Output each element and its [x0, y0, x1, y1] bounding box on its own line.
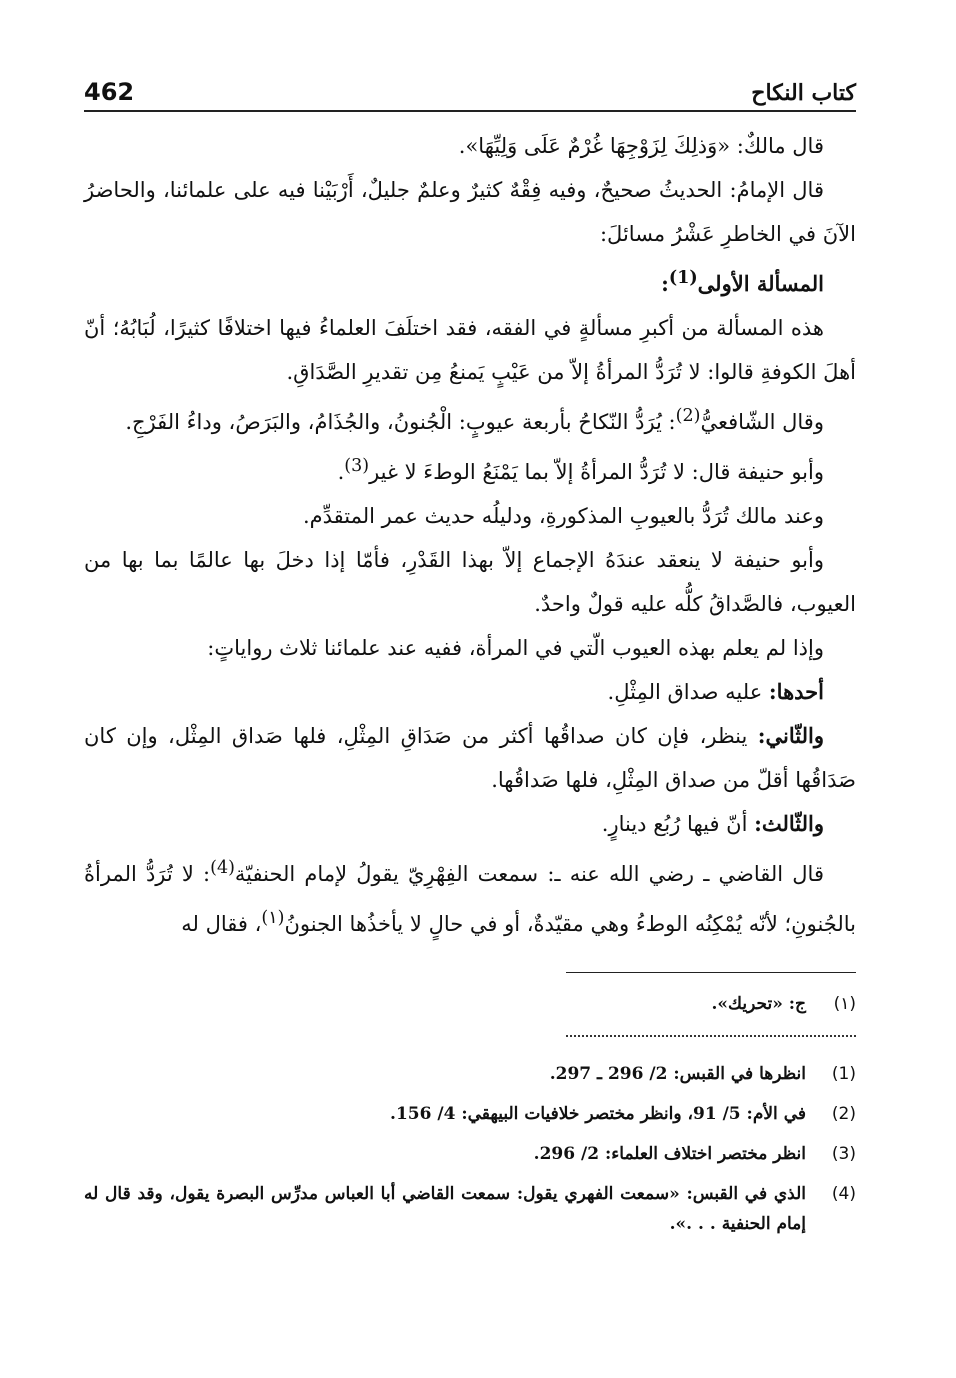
paragraph-first-narration [84, 670, 856, 714]
text-segment: قال القاضي ـ رضي الله عنه ـ: سمعت الفِهْرِيّ يقولُ لإمام الحنفيّة [234, 862, 824, 886]
footnote-text: ج: «تحريك». [711, 994, 806, 1014]
footnote-number: (2) [831, 1104, 856, 1124]
paragraph-malik-view: وعند مالك تُرَدُّ بالعيوبِ المذكورةِ، ودليلُه حديث عمر المتقدِّم. [302, 504, 824, 528]
text-segment: : يُرَدُّ النّكاحُ بأربعة عيوبٍ: الْجُنونُ، والجُذَامُ، والبَرَصُ، وداءُ الفَرْجِ. [125, 410, 676, 434]
text-segment: وأبو حنيفة قال: لا تُرَدُّ المرأةُ إلاّ بما يَمْنَعُ الوطءَ لا غير [369, 460, 824, 484]
text-segment: ينظر، فإن كان صداقُها أكثر من صَدَاقِ المِثْلِ، فلها صَداق المِثْل، وإن كان صَدَاقُها أقلّ من صداق المِثْلِ، فلها صَداقُها. [84, 724, 856, 792]
main-text [84, 124, 856, 946]
paragraph-malik-quote: قال مالكٌ: «وَذلِكَ لِزَوْجِهَا غُرْمٌ عَلَى وَلِيِّهَا». [458, 134, 824, 158]
text-segment: : لا تُرَدُّ المرأةُ بالجُنونِ؛ لأنّه يُمْكِنُه الوطءُ وهي مقيّدةٌ، أو في حالٍ لا يأخذُها الجنونُ [84, 862, 856, 936]
text-segment: أنّ فيها رُبُع دينارٍ. [601, 812, 755, 836]
footnote-ref-2: (2) [675, 406, 701, 426]
paragraph-disagreement: هذه المسألة من أكبرِ مسألةٍ في الفقه، فقد اختلَفَ العلماءُ فيها اختلافًا كثيرًا، لُبَابُهُ؛ أنّ أهلَ الكوفةِ قالوا: لا تُرَدُّ المرأةُ إلاّ من عَيْبٍ يَمنعُ مِن تقديرِ الصَّدَاقِ. [84, 316, 856, 384]
dotted-separator [566, 1035, 856, 1037]
running-title: كتاب النكاح [751, 80, 856, 106]
paragraph-three-narrations: وإذا لم يعلم بهذه العيوب الّتي في المرأة، ففيه عند علمائنا ثلاث رواياتٍ: [207, 636, 824, 660]
page-number: 462 [84, 78, 135, 106]
paragraph-imam-comment: قال الإمامُ: الحديثُ صحيحٌ، وفيه فِقْهٌ كثيرٌ وعلمٌ جليلٌ، أَرْبَيْنا فيه على علمائنا، والحاضرُ الآنَ في الخاطرِ عَشْرُ مسائلَ: [84, 178, 856, 246]
variant-ref-1: (١) [261, 908, 285, 928]
footnote-text: الذي في القبس: «سمعت الفهري يقول: سمعت القاضي أبا العباس مدرِّس البصرة يقول، وقد قال له إمام الحنفية . . .». [84, 1184, 806, 1234]
paragraph-qadi [84, 846, 856, 946]
footnote-text: في الأم: 5/ 91، وانظر مختصر خلافيات البيهقي: 4/ 156. [390, 1104, 806, 1124]
footnote-separator [566, 972, 856, 973]
footnote [84, 1179, 856, 1239]
heading-text: المسألة الأولى [697, 271, 824, 296]
footnote [84, 1139, 856, 1169]
paragraph-shafii [84, 394, 856, 444]
paragraph-consensus: وأبو حنيفة لا ينعقد عندَهُ الإجماع إلاّ بهذا القَدْرِ، فأمّا إذا دخلَ بها عالمًا بما بها من العيوب، فالصَّداقُ كلُّه عليه قولٌ واحدٌ. [84, 548, 856, 616]
heading-colon: : [661, 271, 669, 296]
footnote-number: (4) [831, 1184, 856, 1204]
footnote-ref-1: (1) [668, 268, 698, 288]
footnotes [84, 1059, 856, 1239]
section-heading-first-issue [84, 256, 856, 306]
footnote [84, 1099, 856, 1129]
footnote-text: انظر مختصر اختلاف العلماء: 2/ 296. [533, 1144, 806, 1164]
narration-label: والثّالث: [754, 811, 824, 836]
footnote-number: (1) [831, 1064, 856, 1084]
footnote-text: انظرها في القبس: 2/ 296 ـ 297. [549, 1064, 806, 1084]
text-segment: ، فقال له [181, 912, 262, 936]
narration-label: أحدها: [768, 679, 824, 704]
paragraph-third-narration [84, 802, 856, 846]
paragraph-abu-hanifa [84, 444, 856, 494]
page-header [84, 70, 856, 112]
narration-label: والثّاني: [757, 723, 824, 748]
footnote [84, 1059, 856, 1089]
text-segment: وقال الشّافعيُّ [700, 410, 824, 434]
footnote-ref-3: (3) [344, 456, 370, 476]
text-segment: عليه صداق المِثْلِ. [607, 680, 769, 704]
variant-footnotes [84, 989, 856, 1019]
footnote-number: (١) [833, 994, 856, 1014]
footnote-number: (3) [831, 1144, 856, 1164]
text-segment: . [337, 460, 345, 484]
variant-footnote [84, 989, 856, 1019]
footnote-ref-4: (4) [210, 858, 235, 878]
book-page [84, 70, 856, 1249]
paragraph-second-narration [84, 714, 856, 802]
